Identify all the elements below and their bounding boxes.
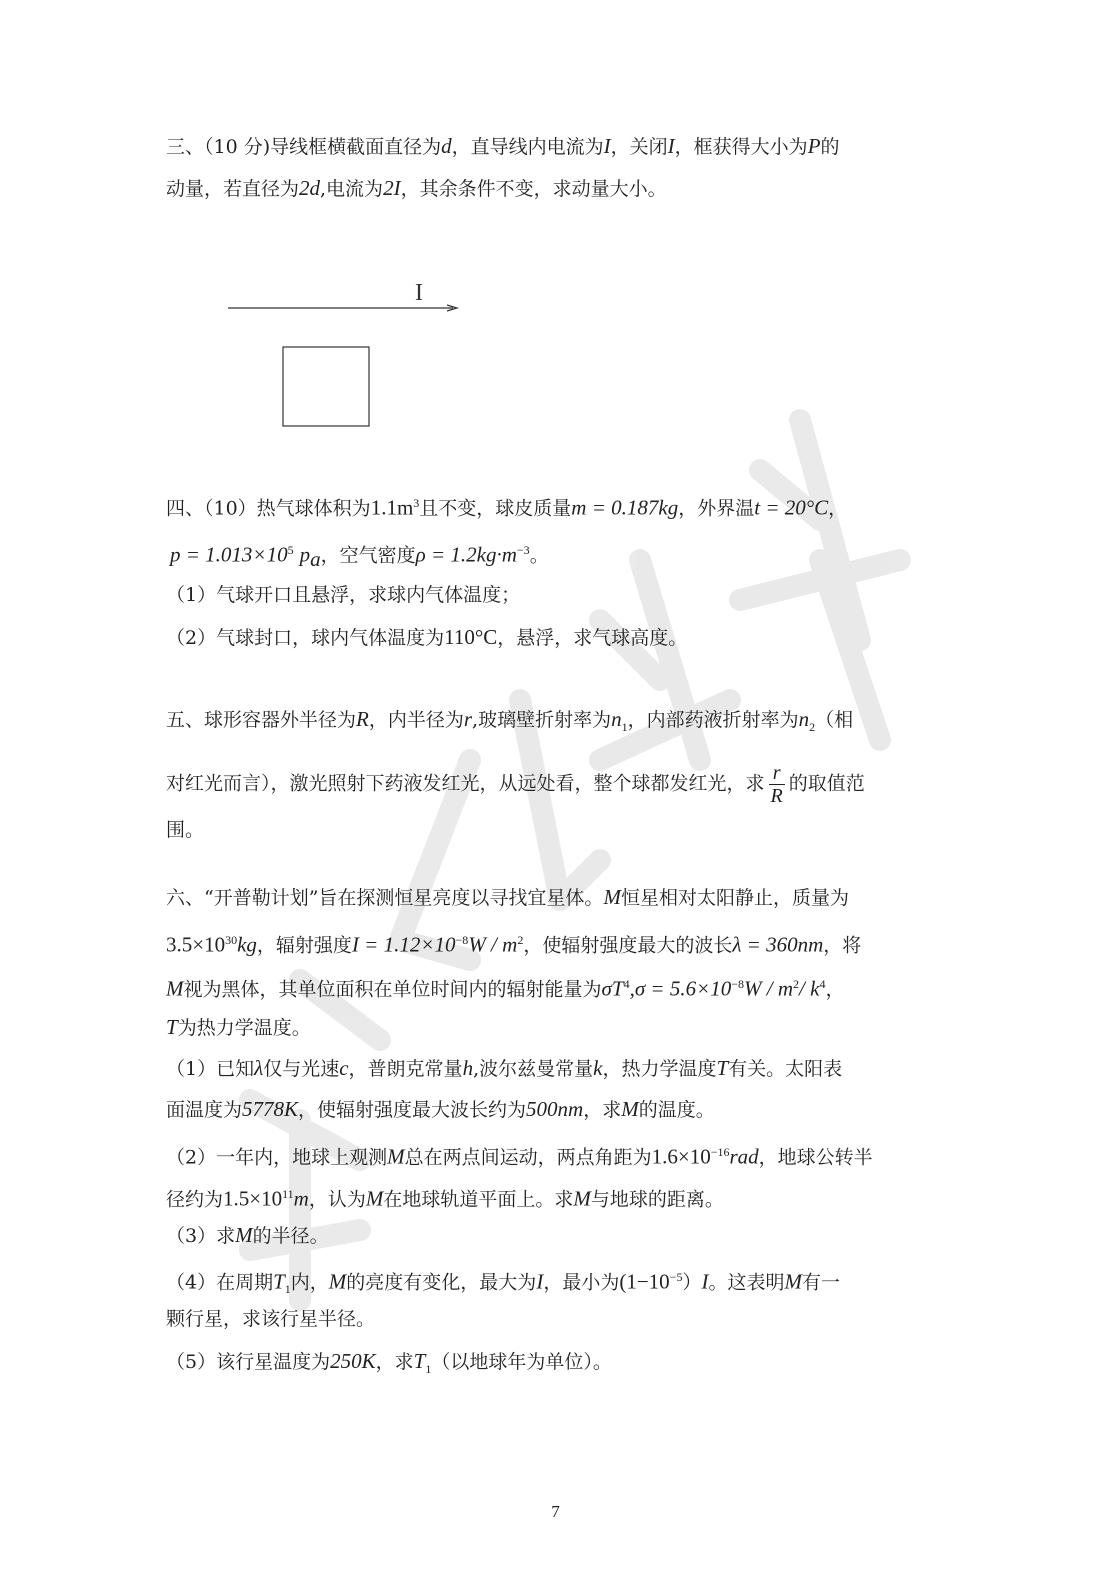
q6-part2-line1: （2）一年内，地球上观测M总在两点间运动，两点角距为$1.6\times 10^{-16}rad$，地球公转半 xyxy=(166,1144,873,1169)
q6-line4: T为热力学温度。 xyxy=(166,1015,311,1039)
q6-part1-line2: 面温度为5778K，使辐射强度最大波长约为500nm，求M的温度。 xyxy=(166,1097,715,1121)
q6-line2: $3.5\times 10^{30}kg$，辐射强度$I = 1.12\times 10^{-8}W / m^2$，使辐射强度最大的波长λ = 360nm，将 xyxy=(166,932,862,957)
q4-part1: （1）气球开口且悬浮，求球内气体温度； xyxy=(166,584,521,606)
q6-line1: 六、“开普勒计划”旨在探测恒星亮度以寻找宜星体。M恒星相对太阳静止，质量为 xyxy=(166,885,849,909)
page-number: 7 xyxy=(551,1502,560,1521)
ratio-fraction: $\frac{r}{R}$ xyxy=(770,762,783,807)
wire-loop-figure xyxy=(225,275,465,435)
q6-part5: （5）该行星温度为250K，求$T_1$（以地球年为单位）。 xyxy=(166,1349,612,1376)
q6-part3: （3）求M的半径。 xyxy=(166,1223,329,1247)
q6-part2-line2: 径约为$1.5\times 10^{11}m$，认为M在地球轨道平面上。求M与地球的距离。 xyxy=(166,1186,724,1211)
q3-line2: 动量，若直径为2d,电流为2I，其余条件不变，求动量大小。 xyxy=(166,176,667,200)
q3-line1: 三、（10 分)导线框横截面直径为d，直导线内电流为I，关闭I，框获得大小为P的 xyxy=(166,134,840,158)
q4-part2: （2）气球封口，球内气体温度为110°C，悬浮，求气球高度。 xyxy=(166,625,688,649)
q4-line1: 四、（10）热气球体积为$1.1m^3$且不变，球皮质量m = 0.187kg，外界温t = 20°C， xyxy=(166,495,848,520)
q5-line2: 对红光而言），激光照射下药液发红光，从远处看，整个球都发红光，求 $\frac{r}{R}$ 的取值范 xyxy=(166,762,865,807)
q6-part4-line1: （4）在周期$T_1$内，M的亮度有变化，最大为I，最小为$(1-10^{-5})I$。这表明M有一 xyxy=(166,1269,840,1297)
q6-line3: M视为黑体，其单位面积在单位时间内的辐射能量为$\sigma T^4,\sigma = 5.6\times 10^{-8}W / m^2/$ $k^4$， xyxy=(166,976,845,1001)
wire-frame-square xyxy=(283,347,369,426)
q5-line1: 五、球形容器外半径为R，内半径为r,玻璃壁折射率为$n_1$，内部药液折射率为$n_2$（相 xyxy=(166,707,854,734)
q4-line2: $p = 1.013\times 10^5$ $p_a$，空气密度$\rho = 1.2kg\cdot m^{-3}$。 xyxy=(170,542,549,572)
current-label: I xyxy=(415,280,423,306)
q6-part4-line2: 颗行星，求该行星半径。 xyxy=(166,1308,376,1330)
q6-part1-line1: （1）已知λ仅与光速c，普朗克常量h,波尔兹曼常量k，热力学温度T有关。太阳表 xyxy=(166,1056,843,1080)
q5-line3: 围。 xyxy=(166,819,205,841)
